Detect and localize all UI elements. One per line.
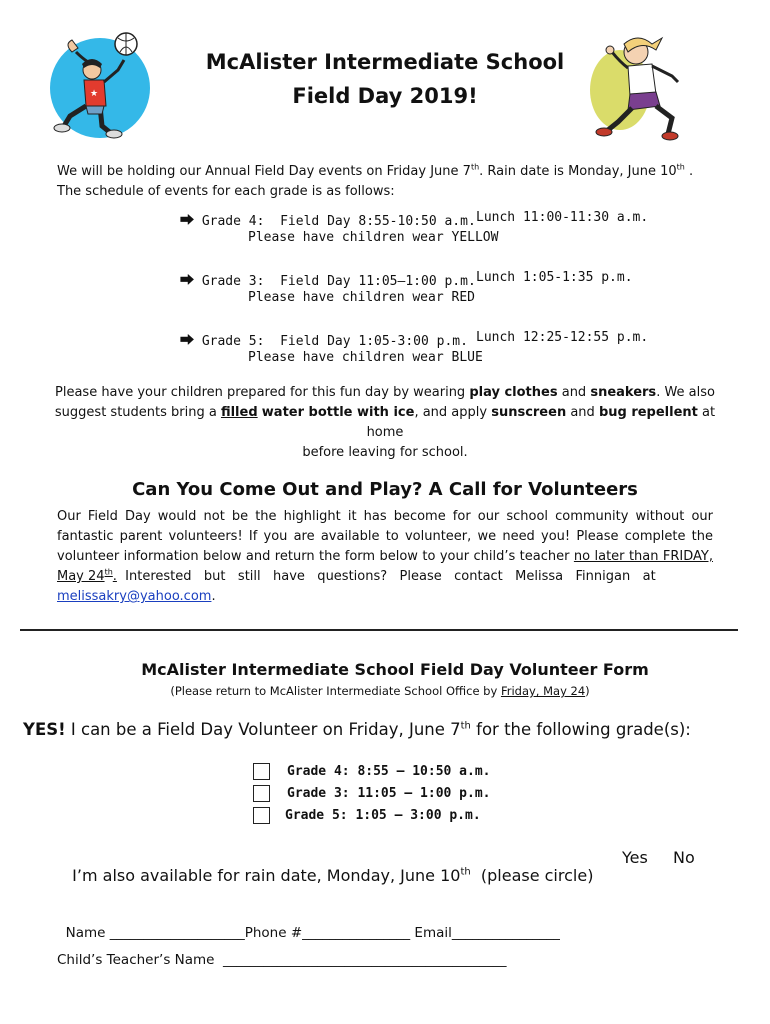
grade4-option-label: Grade 4: 8:55 – 10:50 a.m.: [287, 764, 491, 779]
intro-sup1: th: [470, 162, 480, 172]
intro-line1-a: We will be holding our Annual Field Day events on Friday June 7: [57, 164, 471, 179]
schedule-field: Field Day 1:05-3:00 p.m.: [280, 334, 468, 349]
schedule-item-grade5: [180, 330, 468, 350]
rain-date-text: I’m also available for rain date, Monday, June 10: [72, 866, 461, 885]
email-field[interactable]: Email________________: [410, 925, 560, 941]
yes-statement: [23, 720, 691, 739]
volunteers-paragraph: [57, 507, 713, 607]
schedule-lunch-grade3: Lunch 1:05-1:35 p.m.: [476, 270, 633, 285]
form-subtitle: [0, 684, 760, 698]
schedule-wear-grade3: Please have children wear RED: [248, 290, 475, 305]
deadline-text: May 24: [57, 569, 105, 584]
prepare-paragraph: [40, 383, 730, 463]
form-title: McAlister Intermediate School Field Day Volunteer Form: [141, 660, 649, 679]
rain-date-text: (please circle): [470, 866, 594, 885]
yes-text: for the following grade(s):: [470, 720, 691, 739]
prepare-bold: bug repellent: [598, 405, 698, 420]
rain-date-sup: th: [460, 866, 471, 878]
schedule-wear-grade4: Please have children wear YELLOW: [248, 230, 499, 245]
schedule-wear-grade5: Please have children wear BLUE: [248, 350, 483, 365]
prepare-bold: water bottle with ice: [261, 405, 415, 420]
schedule-item-grade3: [180, 270, 476, 290]
volunteers-text: Interested but still have questions? Please contact Melissa Finnigan at: [116, 569, 656, 584]
volunteers-line: [57, 547, 713, 567]
schedule-lunch-grade5: Lunch 12:25-12:55 p.m.: [476, 330, 649, 345]
prepare-text: before leaving for school.: [302, 445, 468, 460]
schedule-grade: Grade 4:: [201, 214, 265, 229]
prepare-text: at home: [366, 405, 716, 440]
phone-field[interactable]: Phone #________________: [244, 925, 411, 941]
prepare-text: , and apply: [414, 405, 492, 420]
page-subtitle: Field Day 2019!: [292, 84, 478, 108]
volunteers-text: volunteer information below and return the form below to your child’s teacher: [57, 549, 574, 564]
arrow-icon: ⮕: [180, 213, 194, 229]
intro-paragraph: [57, 162, 737, 202]
yes-text: I can be a Field Day Volunteer on Friday, June 7: [65, 720, 461, 739]
rain-date-question: [62, 847, 593, 885]
volunteers-text: .: [211, 589, 216, 604]
prepare-text: Please have your children prepared for this fun day by wearing: [55, 385, 470, 400]
volunteers-line: Our Field Day would not be the highlight it has become for our school community without our: [57, 509, 713, 524]
teacher-name-field[interactable]: Child’s Teacher’s Name __________________________________________: [57, 952, 507, 968]
grade3-checkbox[interactable]: [253, 785, 270, 802]
intro-line2: The schedule of events for each grade is as follows:: [57, 184, 395, 199]
deadline-sup: th: [104, 567, 113, 577]
prepare-bold: play clothes: [469, 385, 558, 400]
volunteers-heading: Can You Come Out and Play? A Call for Volunteers: [132, 479, 638, 500]
volunteers-line: [57, 587, 713, 607]
prepare-bold: sunscreen: [491, 405, 567, 420]
grade5-option-label: Grade 5: 1:05 – 3:00 p.m.: [285, 808, 481, 823]
form-subtitle-date: Friday, May 24: [500, 684, 586, 698]
grade3-option-label: Grade 3: 11:05 – 1:00 p.m.: [287, 786, 491, 801]
schedule-grade: Grade 3:: [201, 274, 265, 289]
rain-no-option[interactable]: No: [673, 848, 695, 867]
page-title: McAlister Intermediate School: [205, 50, 565, 74]
prepare-text: suggest students bring a: [54, 405, 221, 420]
prepare-text: and: [566, 405, 599, 420]
intro-line1-c: .: [684, 164, 694, 179]
schedule-field: Field Day 11:05–1:00 p.m.: [280, 274, 476, 289]
intro-sup2: th: [676, 162, 685, 172]
arrow-icon: ⮕: [180, 333, 194, 349]
grade4-checkbox[interactable]: [253, 763, 270, 780]
arrow-icon: ⮕: [180, 273, 194, 289]
name-field[interactable]: Name ____________________: [65, 925, 245, 941]
prepare-bold: filled: [220, 405, 258, 420]
deadline-text: no later than FRIDAY,: [573, 549, 713, 564]
form-subtitle-text: (Please return to McAlister Intermediate School Office by: [170, 684, 501, 698]
yes-sup: th: [460, 720, 471, 732]
schedule-item-grade4: [180, 210, 476, 230]
volunteers-line: [57, 567, 713, 587]
intro-line1-b: . Rain date is Monday, June 10: [479, 164, 677, 179]
schedule-grade: Grade 5:: [201, 334, 265, 349]
form-subtitle-text: ): [585, 684, 590, 698]
contact-email-link[interactable]: melissakry@yahoo.com: [57, 589, 212, 604]
prepare-text: and: [557, 385, 591, 400]
rain-yes-option[interactable]: Yes: [622, 848, 648, 867]
grade5-checkbox[interactable]: [253, 807, 270, 824]
prepare-text: . We also: [656, 385, 715, 400]
deadline-text: .: [112, 569, 117, 584]
svg-text:★: ★: [89, 89, 99, 99]
volunteers-line: fantastic parent volunteers! If you are available to volunteer, we need you! Please complete the: [57, 529, 713, 544]
prepare-bold: sneakers: [590, 385, 657, 400]
yes-bold: YES!: [23, 720, 66, 739]
contact-fields-line: [57, 909, 560, 941]
schedule-field: Field Day 8:55-10:50 a.m.: [280, 214, 476, 229]
section-divider: [20, 629, 738, 631]
schedule-lunch-grade4: Lunch 11:00-11:30 a.m.: [476, 210, 649, 225]
